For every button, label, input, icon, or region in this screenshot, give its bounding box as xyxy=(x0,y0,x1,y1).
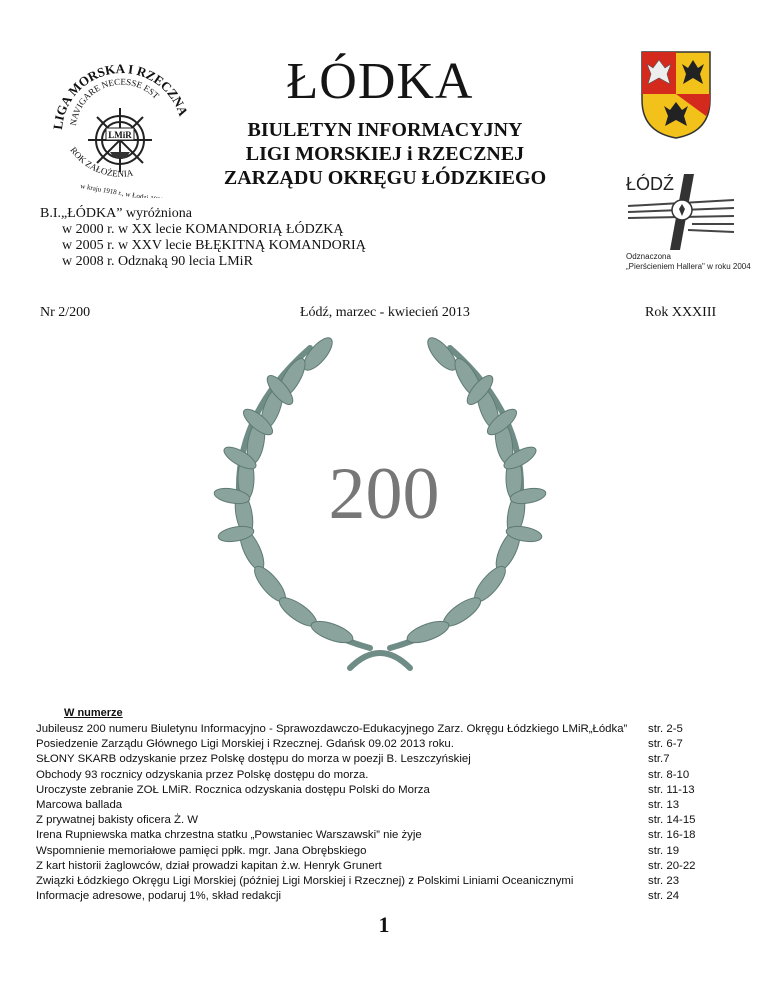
contents-item-page: str. 16-18 xyxy=(648,829,696,842)
contents-item-title: Z kart historii żaglowców, dział prowadzi kapitan ż.w. Henryk Grunert xyxy=(36,859,382,872)
contents-item-title: Obchody 93 rocznicy odzyskania przez Polskę dostępu do morza. xyxy=(36,768,369,781)
contents-list xyxy=(36,722,736,904)
contents-item xyxy=(36,783,736,798)
contents-item-page: str. 13 xyxy=(648,798,680,811)
contents-item-title: Jubileusz 200 numeru Biuletynu Informacyjno - Sprawozdawczo-Edukacyjnego Zarz. Okręgu Łódzkiego LMiR„Łódka” xyxy=(36,723,628,735)
lodz-logo-text: ŁÓDŹ xyxy=(626,174,675,194)
contents-item-page: str. 6-7 xyxy=(648,738,683,751)
contents-item-page: str. 19 xyxy=(648,844,680,857)
award-item: w 2008 r. Odznaką 90 lecia LMiR xyxy=(62,254,253,269)
subtitle-line-1: BIULETYN INFORMACYJNY xyxy=(247,119,523,141)
emblem-founded-text: ROK ZAŁOŻENIA xyxy=(68,145,134,179)
award-item: w 2005 r. w XXV lecie BŁĘKITNĄ KOMANDORIĄ xyxy=(62,238,366,253)
contents-item-title: SŁONY SKARB odzyskanie przez Polskę dostępu do morza w poezji B. Leszczyńskiej xyxy=(36,753,471,766)
contents-item xyxy=(36,813,736,828)
issue-number: Nr 2/200 xyxy=(40,305,91,320)
contents-item-title: Posiedzenie Zarządu Głównego Ligi Morskiej i Rzecznej. Gdańsk 09.02 2013 roku. xyxy=(36,738,454,751)
subtitle-line-2: LIGI MORSKIEJ i RZECZNEJ xyxy=(245,143,525,165)
emblem-arc-top-text: LIGA MORSKA I RZECZNA xyxy=(49,60,192,131)
contents-item-page: str. 23 xyxy=(648,874,680,887)
issue-date: Łódź, marzec - kwiecień 2013 xyxy=(300,305,470,320)
svg-text:ROK ZAŁOŻENIA xyxy=(68,145,134,179)
anniversary-number: 200 xyxy=(328,453,440,535)
contents-item-page: str. 24 xyxy=(648,890,680,903)
lodz-award-note-line1: Odznaczona xyxy=(626,252,671,261)
contents-item-title: Z prywatnej bakisty oficera Ż. W xyxy=(36,814,199,827)
contents-item-page: str. 8-10 xyxy=(648,768,690,781)
coat-of-arms-icon xyxy=(640,50,712,140)
contents-item-title: Informacje adresowe, podaruj 1%, skład redakcji xyxy=(36,890,282,903)
contents-item xyxy=(36,737,736,752)
contents-item xyxy=(36,889,736,904)
awards-heading: B.I.„ŁÓDKA” wyróżniona xyxy=(40,206,193,221)
contents-item-title: Marcowa ballada xyxy=(36,798,123,811)
contents-item xyxy=(36,798,736,813)
emblem-center-text: LMiR xyxy=(108,130,132,140)
page-number: 1 xyxy=(378,912,390,937)
contents-item-title: Związki Łódzkiego Okręgu Ligi Morskiej (później Ligi Morskiej i Rzecznej) z Polskimi Liniami Oceanicznymi xyxy=(36,874,574,887)
contents-item xyxy=(36,874,736,889)
contents-item xyxy=(36,859,736,874)
subtitle-line-3: ZARZĄDU OKRĘGU ŁÓDZKIEGO xyxy=(223,167,547,189)
emblem-motto-text: NAVIGARE NECESSE EST xyxy=(67,76,162,127)
award-item: w 2000 r. w XX lecie KOMANDORIĄ ŁÓDZKĄ xyxy=(62,222,344,237)
contents-item xyxy=(36,768,736,783)
contents-item-title: Wspomnienie memoriałowe pamięci ppłk. mgr. Jana Obrębskiego xyxy=(36,844,367,857)
contents-item-page: str. 14-15 xyxy=(648,814,696,827)
contents-item xyxy=(36,828,736,843)
emblem-founded-years: w kraju 1918 r., w Łodzi 1925 r. xyxy=(79,182,170,198)
contents-item-page: str. 20-22 xyxy=(648,859,696,872)
contents-item-page: str. 11-13 xyxy=(648,783,695,796)
contents-item-title: Uroczyste zebranie ZOŁ LMiR. Rocznica odzyskania dostępu Polski do Morza xyxy=(36,783,430,796)
magazine-title: ŁÓDKA xyxy=(286,53,474,110)
contents-item xyxy=(36,752,736,767)
lmir-emblem-logo xyxy=(40,38,200,198)
contents-item-title: Irena Rupniewska matka chrzestna statku „Powstaniec Warszawski” nie żyje xyxy=(36,829,422,842)
contents-item-page: str.7 xyxy=(648,753,670,766)
issue-year: Rok XXXIII xyxy=(645,305,717,320)
lodz-award-note-line2: „Pierścieniem Hallera" w roku 2004 xyxy=(626,262,751,271)
contents-heading: W numerze xyxy=(64,707,123,719)
contents-item-page: str. 2-5 xyxy=(648,723,683,735)
contents-item xyxy=(36,722,736,737)
contents-item xyxy=(36,844,736,859)
